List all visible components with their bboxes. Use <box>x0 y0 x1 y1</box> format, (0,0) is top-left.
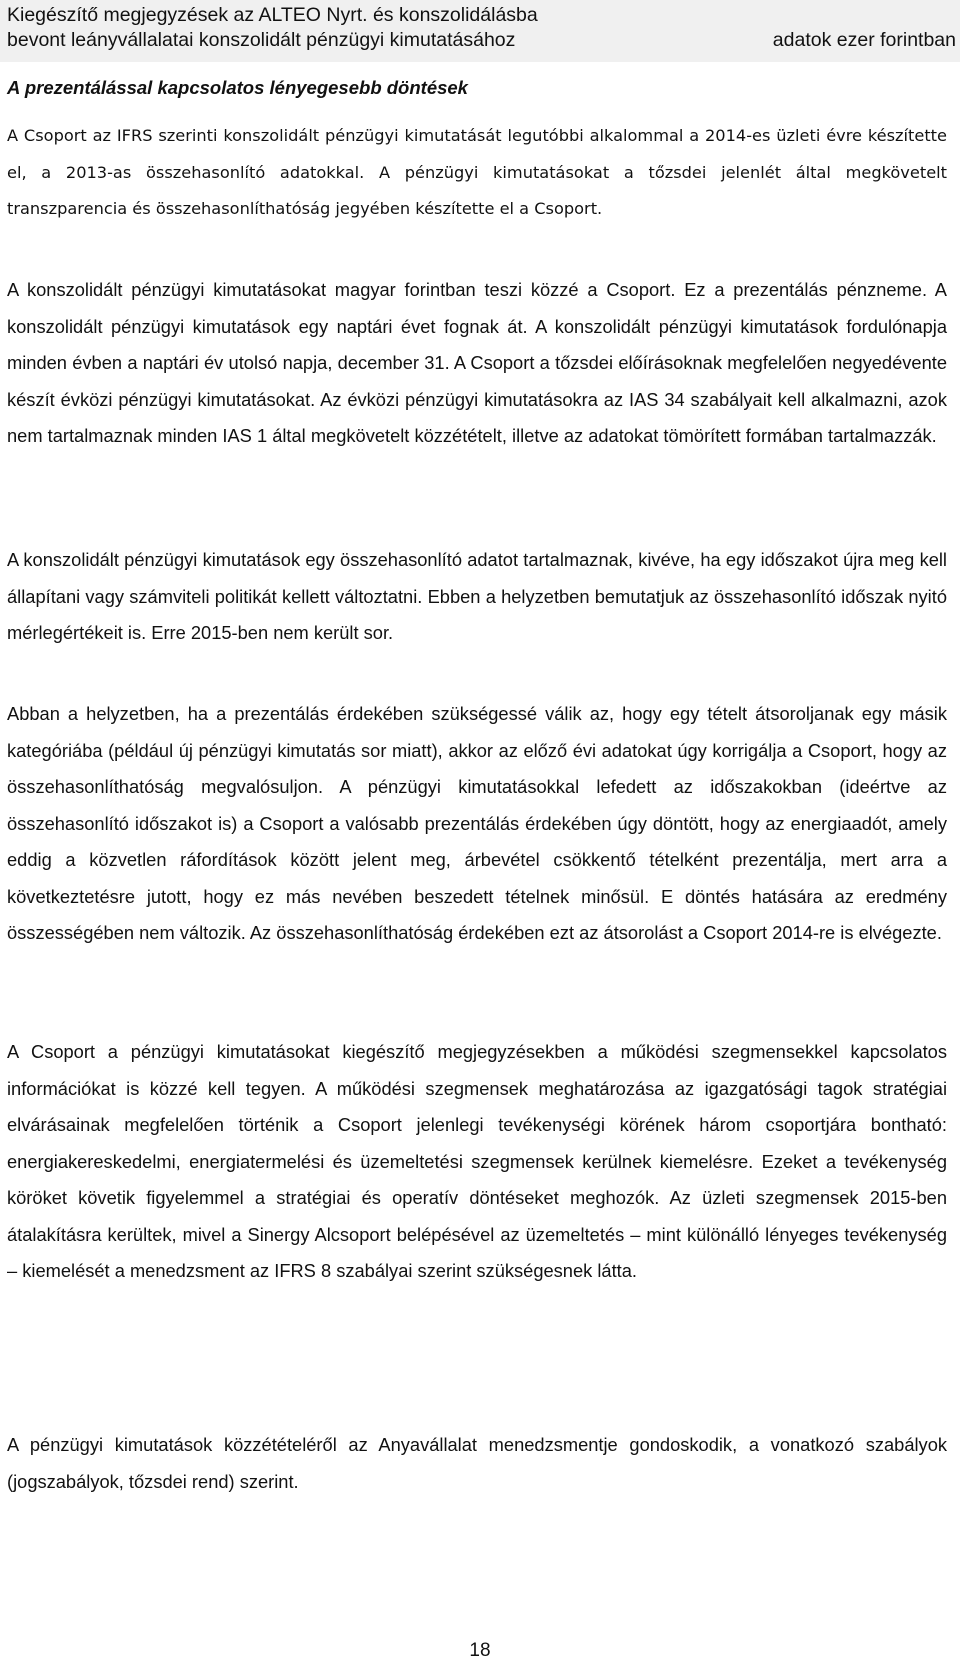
paragraph-reclassification: Abban a helyzetben, ha a prezentálás érdekében szükségessé válik az, hogy egy tételt átsoroljanak egy másik kategóriába (például új pénzügyi kimutatás sor miatt), akkor az előző évi adatokat úgy korrigálja a Csoport, hogy az összehasonlíthatóság megvalósuljon. A pénzügyi kimutatásokkal lefedett az időszakokban (ideértve az összehasonlító időszakot is) a Csoport a valósabb prezentálás érdekében úgy döntött, hogy az energiaadót, amely eddig a közvetlen ráfordítások között jelent meg, árbevétel csökkentő tételként prezentálja, mert arra a következtetésre jutott, hogy ez más nevében beszedett tételnek minősül. E döntés hatására az eredmény összességében nem változik. Az összehasonlíthatóság érdekében ezt az átsorolást a Csoport 2014-re is elvégezte. <box>7 703 947 943</box>
units-note: adatok ezer forintban <box>772 29 956 51</box>
paragraph-comparative-data: A konszolidált pénzügyi kimutatások egy összehasonlító adatot tartalmaznak, kivéve, ha egy időszakot újra meg kell állapítani vagy számviteli politikát kellett változtatni. Ebben a helyzetben bemutatjuk az összehasonlító időszak nyitó mérlegértékeit is. Erre 2015-ben nem került sor. <box>7 549 947 643</box>
document-title-line-1: Kiegészítő megjegyzések az ALTEO Nyrt. és konszolidálásba <box>7 4 538 26</box>
document-title <box>7 3 538 53</box>
document-title-line-2: bevont leányvállalatai konszolidált pénzügyi kimutatásához <box>7 29 516 51</box>
paragraph-reporting-history: A Csoport az IFRS szerinti konszolidált pénzügyi kimutatását legutóbbi alkalommal a 2014-es üzleti évre készítette el, a 2013-as összehasonlító adatokkal. A pénzügyi kimutatásokat a tőzsdei jelenlét által megkövetelt transzparencia és összehasonlíthatóság jegyében készítette el a Csoport. <box>7 126 947 218</box>
page-number: 18 <box>469 1640 491 1661</box>
paragraph-operating-segments: A Csoport a pénzügyi kimutatásokat kiegészítő megjegyzésekben a működési szegmensekkel kapcsolatos információkat is közzé kell tegyen. A működési szegmensek meghatározása az igazgatósági tagok stratégiai elvárásainak megfelelően történik a Csoport jelenlegi tevékenységi körének három csoportjára bontható: energiakereskedelmi, energiatermelési és üzemeltetési szegmensek kerülnek kiemelésre. Ezeket a tevékenység köröket követik figyelemmel a stratégiai és operatív döntéseket meghozók. Az üzleti szegmensek 2015-ben átalakításra kerültek, mivel a Sinergy Alcsoport belépésével az üzemeltetés – mint különálló lényeges tevékenység – kiemelését a menedzsment az IFRS 8 szabályai szerint szükségesnek látta. <box>7 1041 947 1281</box>
page-header <box>0 0 960 62</box>
paragraph-publication: A pénzügyi kimutatások közzétételéről az Anyavállalat menedzsmentje gondoskodik, a vonatkozó szabályok (jogszabályok, tőzsdei rend) szerint. <box>7 1434 947 1492</box>
section-heading: A prezentálással kapcsolatos lényegesebb döntések <box>7 77 468 98</box>
paragraph-presentation-currency: A konszolidált pénzügyi kimutatásokat magyar forintban teszi közzé a Csoport. Ez a prezentálás pénzneme. A konszolidált pénzügyi kimutatások egy naptári évet fognak át. A konszolidált pénzügyi kimutatások fordulónapja minden évben a naptári év utolsó napja, december 31. A Csoport a tőzsdei előírásoknak megfelelően negyedévente készít évközi pénzügyi kimutatásokat. Az évközi pénzügyi kimutatásokra az IAS 34 szabályait kell alkalmazni, azok nem tartalmaznak minden IAS 1 által megkövetelt közzétételt, illetve az adatokat tömörített formában tartalmazzák. <box>7 279 947 446</box>
